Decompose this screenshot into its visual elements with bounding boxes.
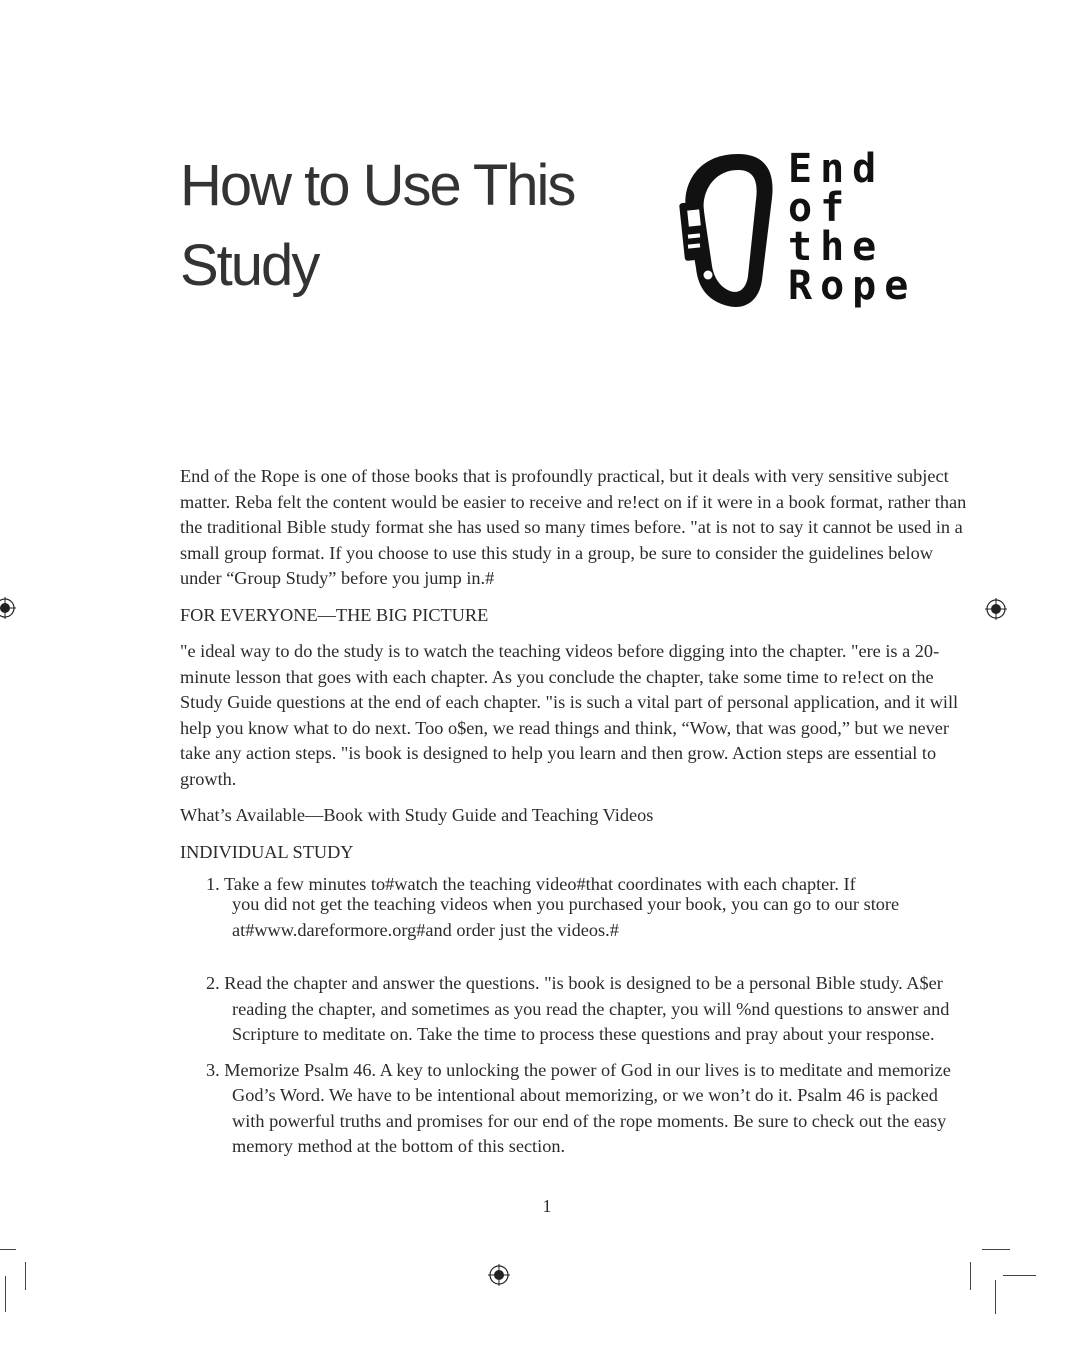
- end-of-the-rope-logo: [678, 146, 928, 320]
- list-item: 2. Read the chapter and answer the questions. "is book is designed to be a personal Bible study. A$er reading the chapter, and sometimes as you read the chapter, you will %nd questions to answer and Scripture to meditate on. Take the time to process these questions and pray about your response.: [206, 973, 950, 1044]
- crop-mark-icon: [25, 1262, 26, 1290]
- registration-mark-icon: [488, 1264, 510, 1286]
- individual-study-steps: [180, 876, 970, 1160]
- crop-mark-icon: [970, 1262, 971, 1290]
- carabiner-icon: [678, 150, 780, 312]
- crop-mark-icon: [982, 1249, 1010, 1250]
- big-picture-paragraph: "e ideal way to do the study is to watch the teaching videos before digging into the chapter. "ere is a 20-minute lesson that goes with each chapter. As you conclude the chapter, take some time to re!ect on the Study Guide questions at the end of each chapter. "is is such a vital part of personal application, and it will help you know what to do next. Too o$en, we read things and think, “Wow, that was good,” but we never take any action steps. "is book is designed to help you learn and then grow. Action steps are essential to growth.: [180, 641, 959, 789]
- list-item: [206, 876, 970, 943]
- crop-mark-icon: [1003, 1275, 1036, 1276]
- crop-mark-icon: [5, 1276, 6, 1312]
- intro-paragraph: End of the Rope is one of those books that is profoundly practical, but it deals with very sensitive subject matter. Reba felt the content would be easier to receive and re!ect on if it were in a book format, rather than the traditional Bible study format she has used so many times before. "at is not to say it cannot be used in a small group format. If you choose to use this study in a group, be sure to consider the guidelines below under “Group Study” before you jump in.#: [180, 466, 967, 588]
- logo-line: Rope: [788, 263, 917, 309]
- logo-line: End: [788, 146, 885, 192]
- list-item-continuation: you did not get the teaching videos when you purchased your book, you can go to our store at#www.dareformore.org#and order just the videos.#: [232, 894, 900, 940]
- whats-available-line: What’s Available—Book with Study Guide and Teaching Videos: [180, 805, 654, 825]
- logo-line: the: [788, 224, 885, 270]
- page-title: How to Use This Study: [180, 153, 575, 298]
- logo-wordmark: [788, 146, 917, 309]
- body-text: [180, 464, 970, 1170]
- registration-mark-icon: [0, 597, 16, 619]
- page-number: 1: [542, 1196, 552, 1216]
- crop-mark-icon: [0, 1249, 16, 1250]
- section-heading-individual: INDIVIDUAL STUDY: [180, 841, 354, 862]
- registration-mark-icon: [985, 598, 1007, 620]
- crop-mark-icon: [995, 1280, 996, 1314]
- section-heading-everyone: FOR EVERYONE—THE BIG PICTURE: [180, 604, 489, 625]
- list-item-first-line: 1. Take a few minutes to#watch the teaching video#that coordinates with each chapter. If: [206, 874, 856, 894]
- logo-line: of: [788, 185, 853, 231]
- list-item: 3. Memorize Psalm 46. A key to unlocking the power of God in our lives is to meditate and memorize God’s Word. We have to be intentional about memorizing, or we won’t do it. Psalm 46 is packed with powerful truths and promises for our end of the rope moments. Be sure to check out the easy memory method at the bottom of this section.: [206, 1059, 951, 1156]
